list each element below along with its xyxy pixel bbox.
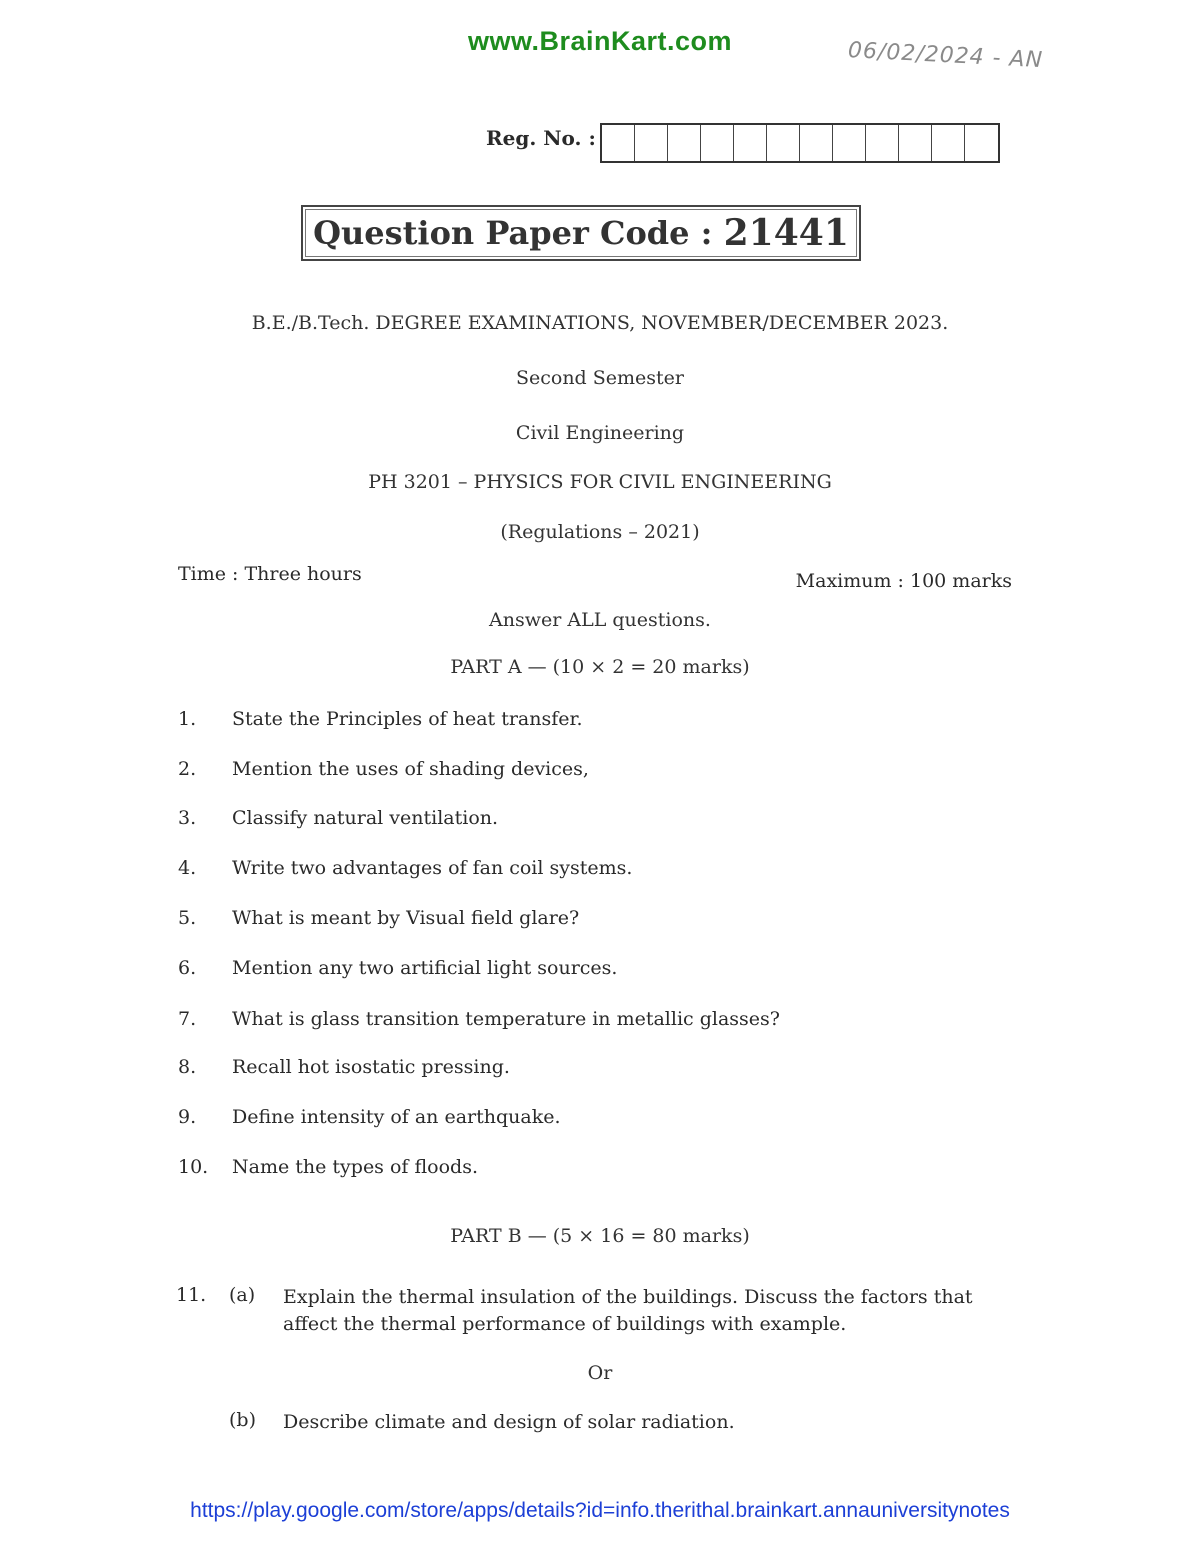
reg-no-label: Reg. No. : (486, 126, 596, 150)
question-item (0, 1008, 1200, 1038)
question-item (0, 708, 1200, 738)
reg-no-digit-box (635, 125, 668, 161)
question-text: What is meant by Visual field glare? (232, 907, 580, 929)
reg-no-digit-box (866, 125, 899, 161)
reg-no-boxes (600, 123, 1000, 163)
question-item (0, 957, 1200, 987)
reg-no-digit-box (602, 125, 635, 161)
question-number: 1. (178, 708, 197, 730)
question-item (0, 807, 1200, 837)
reg-no-digit-box (767, 125, 800, 161)
max-marks: Maximum : 100 marks (795, 570, 1012, 592)
reg-no-digit-box (899, 125, 932, 161)
paper-code-number: 21441 (723, 212, 849, 254)
question-text: What is glass transition temperature in metallic glasses? (232, 1008, 780, 1030)
exam-time: Time : Three hours (178, 563, 362, 585)
reg-no-digit-box (701, 125, 734, 161)
reg-no-digit-box (800, 125, 833, 161)
instruction: Answer ALL questions. (489, 609, 711, 631)
question-text: Write two advantages of fan coil systems. (232, 857, 633, 879)
exam-title: B.E./B.Tech. DEGREE EXAMINATIONS, NOVEMBER/DECEMBER 2023. (251, 312, 949, 334)
regulations: (Regulations – 2021) (500, 521, 700, 543)
question-text: Explain the thermal insulation of the buildings. Discuss the factors that affect the thermal performance of buildings with example. (283, 1286, 973, 1335)
question-text: Classify natural ventilation. (232, 807, 499, 829)
question-text: Mention the uses of shading devices, (232, 758, 589, 780)
question-paper-code-box (301, 205, 861, 261)
part-a-heading: PART A — (10 × 2 = 20 marks) (450, 656, 750, 678)
question-number: 5. (178, 907, 197, 929)
question-item (0, 758, 1200, 788)
question-number: 6. (178, 957, 197, 979)
question-item (0, 1156, 1200, 1186)
question-item (0, 1106, 1200, 1136)
question-number: 11. (176, 1284, 207, 1306)
question-number: 3. (178, 807, 197, 829)
question-item (0, 1056, 1200, 1086)
question-11a (0, 1284, 1200, 1344)
question-number: 8. (178, 1056, 197, 1078)
reg-no-digit-box (833, 125, 866, 161)
question-number: 7. (178, 1008, 197, 1030)
handwritten-date-note: 06/02/2024 - AN (847, 38, 1044, 74)
question-text: Define intensity of an earthquake. (232, 1106, 561, 1128)
reg-no-digit-box (668, 125, 701, 161)
question-text: Name the types of floods. (232, 1156, 478, 1178)
question-number: 9. (178, 1106, 197, 1128)
semester: Second Semester (515, 367, 684, 389)
question-item (0, 857, 1200, 887)
question-text: Recall hot isostatic pressing. (232, 1056, 510, 1078)
sub-question-label: (b) (229, 1409, 256, 1431)
question-11b (0, 1409, 1200, 1439)
sub-question-label: (a) (229, 1284, 256, 1306)
question-text: Mention any two artificial light sources. (232, 957, 618, 979)
department: Civil Engineering (515, 422, 685, 444)
reg-no-digit-box (932, 125, 965, 161)
paper-code-label: Question Paper Code : (313, 214, 713, 252)
question-item (0, 907, 1200, 937)
reg-no-digit-box (965, 125, 998, 161)
reg-no-digit-box (734, 125, 767, 161)
question-number: 2. (178, 758, 197, 780)
site-header-link[interactable]: www.BrainKart.com (467, 26, 733, 56)
question-text: Describe climate and design of solar radiation. (283, 1411, 735, 1433)
question-number: 10. (178, 1156, 209, 1178)
part-b-heading: PART B — (5 × 16 = 80 marks) (450, 1225, 750, 1247)
course-title: PH 3201 – PHYSICS FOR CIVIL ENGINEERING (368, 471, 832, 493)
or-divider: Or (587, 1362, 613, 1384)
question-text: State the Principles of heat transfer. (232, 708, 583, 730)
question-number: 4. (178, 857, 197, 879)
footer-url-link[interactable]: https://play.google.com/store/apps/details?id=info.therithal.brainkart.annauniversitynotes (190, 1499, 1010, 1522)
